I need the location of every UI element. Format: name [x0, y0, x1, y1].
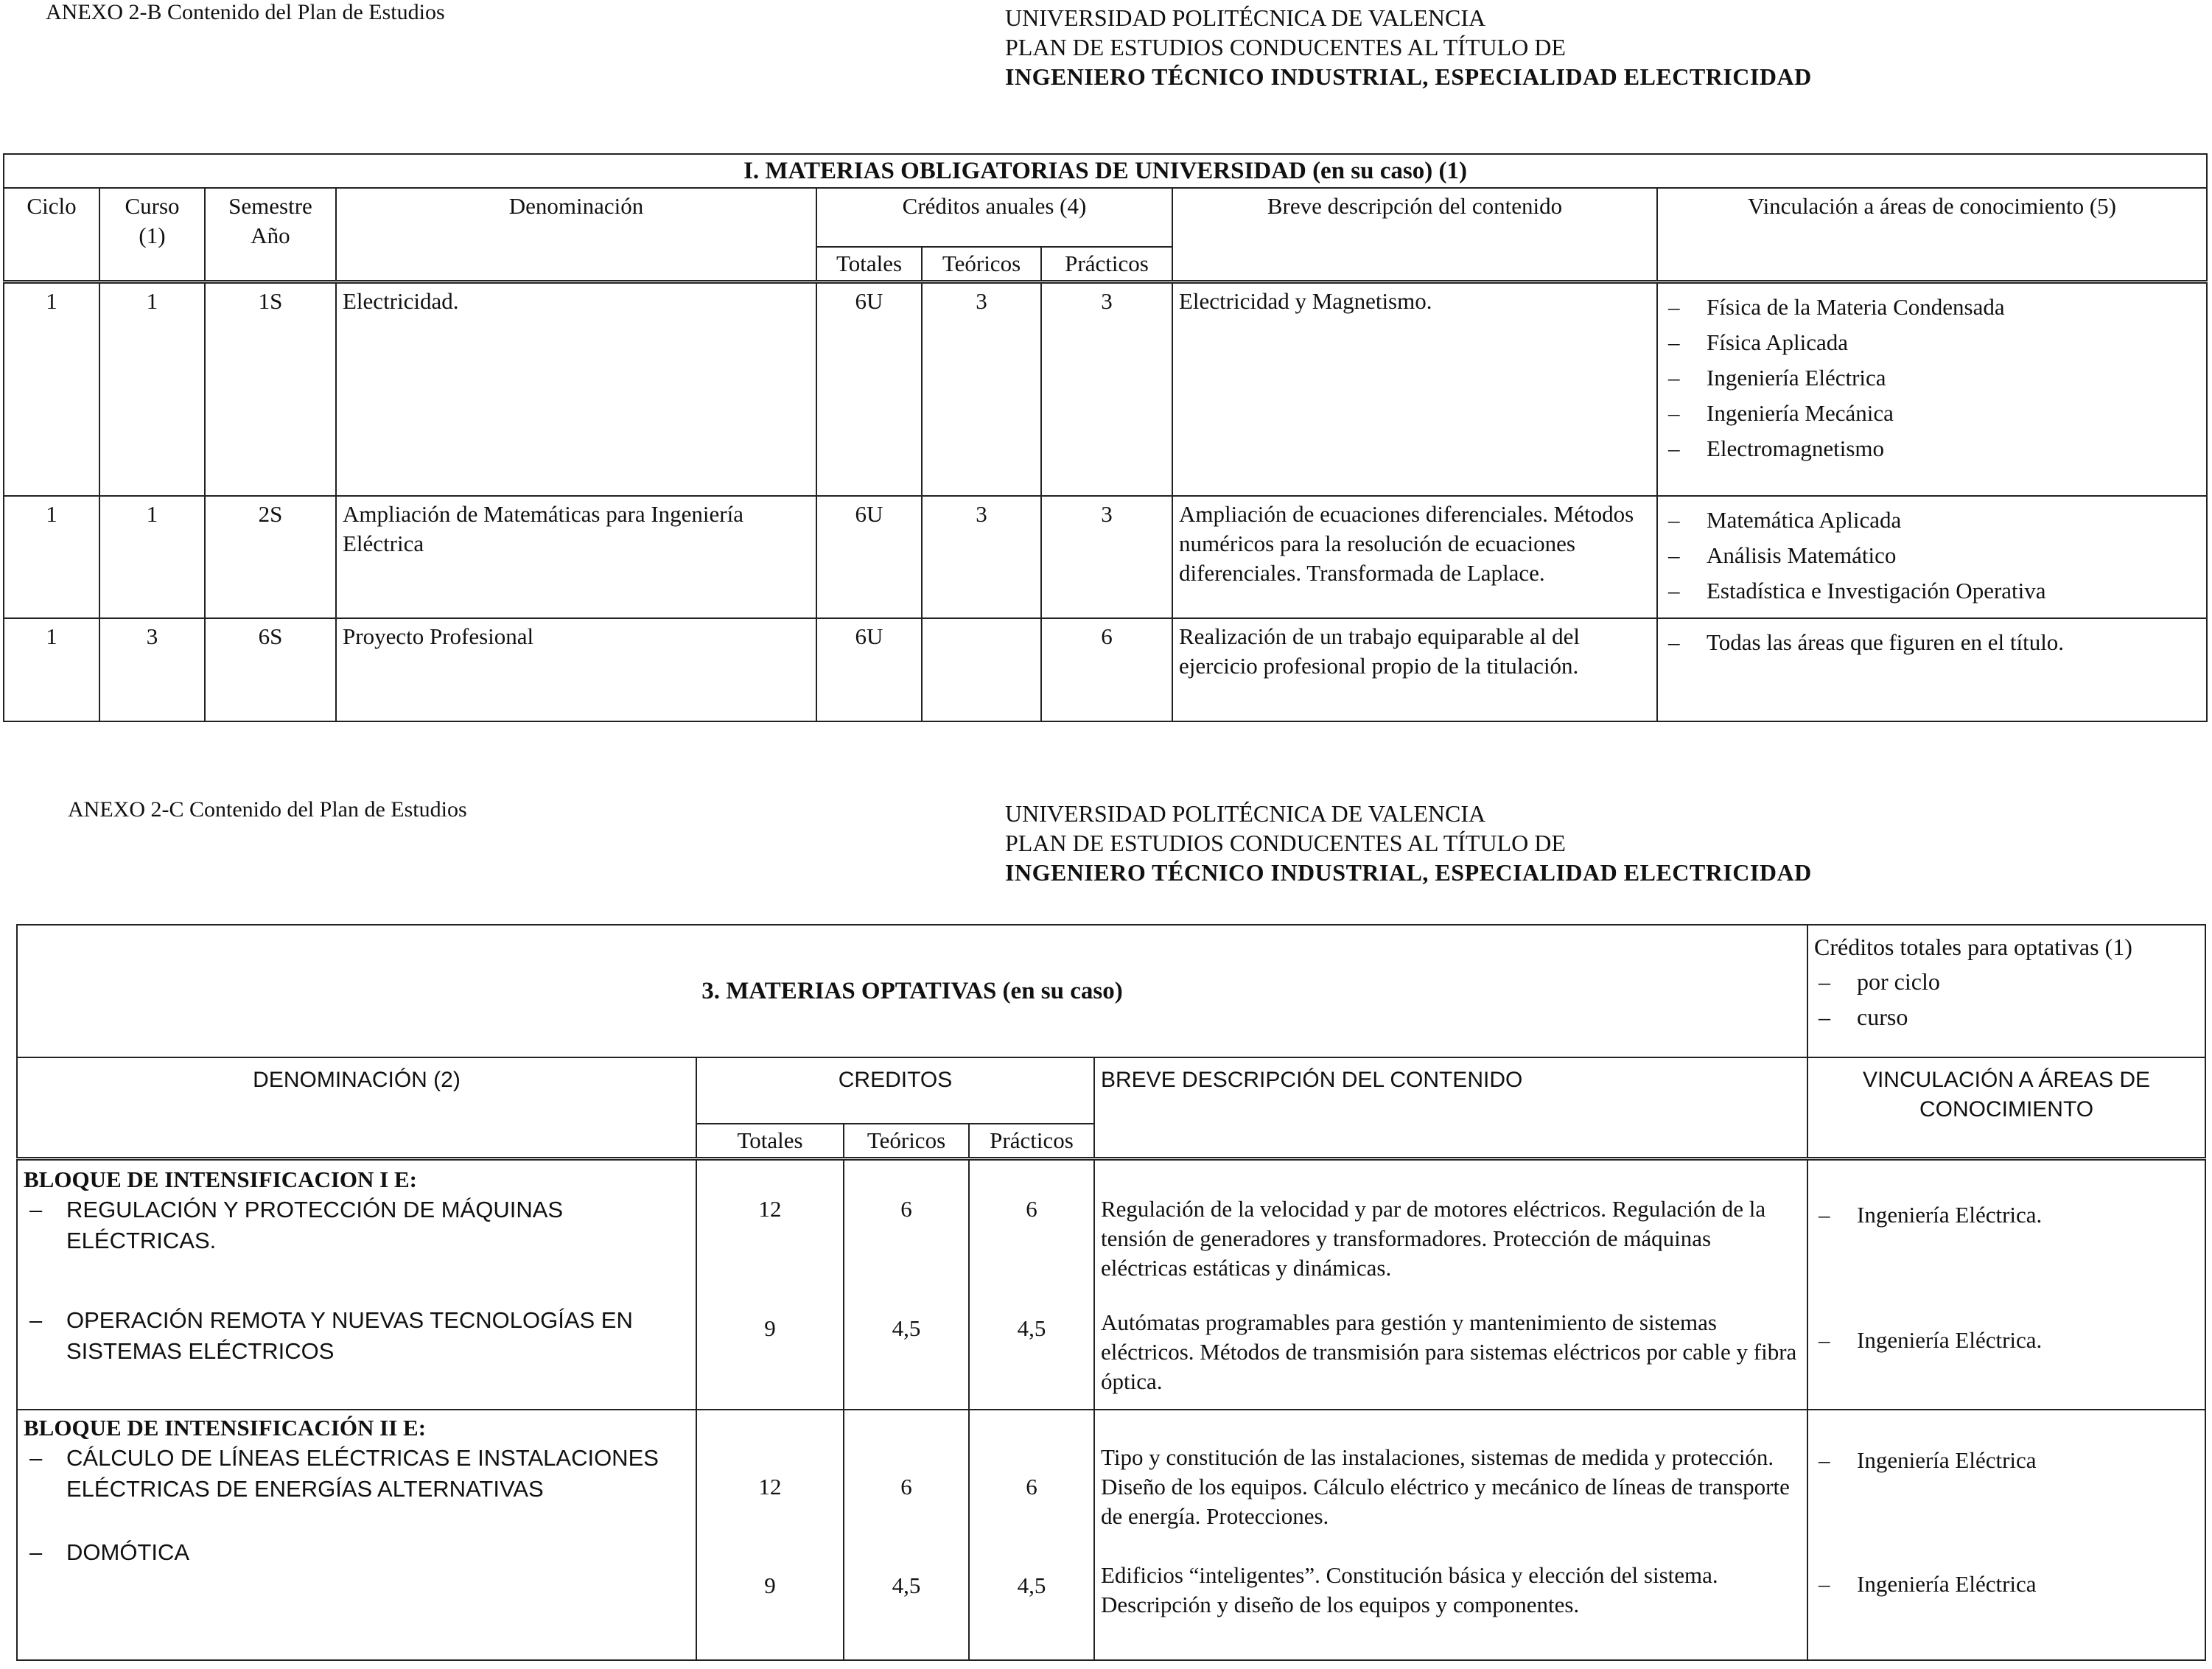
subject-description: Autómatas programables para gestión y mantenimiento de sistemas eléctricos. Métodos de transmisión para sistemas eléctricos por cable y fibra óptica. — [1101, 1309, 1797, 1394]
col-denominacion: Denominación — [336, 188, 816, 282]
table-title: I. MATERIAS OBLIGATORIAS DE UNIVERSIDAD (en su caso) (1) — [4, 154, 2207, 188]
dash-bullet: – — [29, 1197, 43, 1222]
cell-practicos: 3 — [1041, 282, 1172, 496]
credits-per-ciclo: – por ciclo — [1814, 964, 2199, 999]
cell-descripcion: Ampliación de ecuaciones diferenciales. Métodos numéricos para la resolución de ecuaciones diferenciales. Transformada de Laplace. — [1172, 496, 1657, 618]
area-item: – Ingeniería Eléctrica — [1664, 360, 2200, 396]
col-practicos: Prácticos — [1041, 247, 1172, 282]
cell-totales — [696, 1410, 844, 1660]
col-denominacion: DENOMINACIÓN (2) — [17, 1057, 696, 1159]
cell-ciclo: 1 — [4, 618, 99, 721]
cell-ciclo: 1 — [4, 282, 99, 496]
cell-totales — [696, 1159, 844, 1410]
cell-descripcion: Electricidad y Magnetismo. — [1172, 282, 1657, 496]
block-denominacion — [17, 1159, 696, 1410]
subject-description: Regulación de la velocidad y par de motores eléctricos. Regulación de la tensión de generadores y transformadores. Protección de máquinas eléctricas estáticas y dinámicas. — [1101, 1196, 1766, 1281]
col-teoricos: Teóricos — [844, 1124, 969, 1159]
table-row — [4, 618, 2207, 721]
dash-bullet: – — [29, 1444, 43, 1471]
cell-curso: 3 — [99, 618, 205, 721]
cell-areas — [1657, 496, 2207, 618]
dash-bullet: – — [29, 1539, 43, 1565]
area-item: – Ingeniería Eléctrica — [1814, 1567, 2199, 1602]
col-ano-label: Año — [251, 223, 290, 248]
header-plan: PLAN DE ESTUDIOS CONDUCENTES AL TÍTULO DE — [1005, 830, 1566, 856]
subject-name: DOMÓTICA — [66, 1539, 190, 1565]
col-curso-note: (1) — [139, 223, 166, 248]
block-denominacion — [17, 1410, 696, 1660]
value-teoricos: 4,5 — [892, 1572, 921, 1598]
area-item: – Análisis Matemático — [1664, 538, 2200, 573]
table-title: 3. MATERIAS OPTATIVAS (en su caso) — [17, 925, 1807, 1057]
cell-practicos — [969, 1410, 1094, 1660]
credits-per-curso: – curso — [1814, 999, 2199, 1035]
cell-denominacion: Ampliación de Matemáticas para Ingeniería Eléctrica — [336, 496, 816, 618]
credits-total-cell — [1807, 925, 2205, 1057]
col-teoricos: Teóricos — [922, 247, 1041, 282]
annex-b-header — [1005, 3, 1812, 91]
cell-totales: 6U — [816, 496, 922, 618]
col-vinculacion: Vinculación a áreas de conocimiento (5) — [1657, 188, 2207, 282]
subject-description: Tipo y constitución de las instalaciones, sistemas de medida y protección. Diseño de los equipos. Cálculo eléctrico y mecánico de líneas de transporte de energía. Protecciones. — [1101, 1444, 1790, 1529]
area-item: – Ingeniería Eléctrica. — [1814, 1323, 2199, 1358]
cell-teoricos: 3 — [922, 496, 1041, 618]
annex-c-header — [1005, 799, 1812, 887]
col-ciclo: Ciclo — [4, 188, 99, 282]
cell-semestre: 6S — [205, 618, 336, 721]
annex-c-label: ANEXO 2-C Contenido del Plan de Estudios — [68, 797, 467, 822]
cell-areas — [1657, 282, 2207, 496]
cell-totales: 6U — [816, 282, 922, 496]
cell-practicos — [969, 1159, 1094, 1410]
cell-curso: 1 — [99, 282, 205, 496]
subject-name: REGULACIÓN Y PROTECCIÓN DE MÁQUINAS ELÉCTRICAS. — [66, 1197, 564, 1253]
mandatory-subjects-table — [3, 153, 2208, 722]
cell-descripcion — [1094, 1410, 1807, 1660]
area-item: – Física Aplicada — [1664, 325, 2200, 360]
optional-subjects-table — [16, 924, 2206, 1661]
value-teoricos: 6 — [900, 1473, 912, 1500]
header-university: UNIVERSIDAD POLITÉCNICA DE VALENCIA — [1005, 800, 1486, 827]
cell-denominacion: Electricidad. — [336, 282, 816, 496]
block-row — [17, 1410, 2205, 1660]
cell-semestre: 1S — [205, 282, 336, 496]
col-vinculacion: VINCULACIÓN A ÁREAS DE CONOCIMIENTO — [1807, 1057, 2205, 1159]
col-curso-label: Curso — [125, 193, 180, 219]
header-university: UNIVERSIDAD POLITÉCNICA DE VALENCIA — [1005, 4, 1486, 31]
cell-teoricos — [922, 618, 1041, 721]
subject-item — [24, 1537, 690, 1568]
cell-teoricos: 3 — [922, 282, 1041, 496]
dash-bullet: – — [29, 1307, 43, 1333]
value-teoricos: 6 — [900, 1196, 912, 1222]
col-creditos: CREDITOS — [696, 1057, 1094, 1124]
area-item: – Electromagnetismo — [1664, 431, 2200, 466]
subject-item — [24, 1443, 690, 1505]
cell-ciclo: 1 — [4, 496, 99, 618]
cell-teoricos — [844, 1159, 969, 1410]
subject-description: Edificios “inteligentes”. Constitución básica y elección del sistema. Descripción y diseño de los equipos y componentes. — [1101, 1561, 1718, 1617]
col-practicos: Prácticos — [969, 1124, 1094, 1159]
area-item: – Ingeniería Eléctrica — [1814, 1443, 2199, 1478]
col-creditos: Créditos anuales (4) — [816, 188, 1172, 247]
block-title: BLOQUE DE INTENSIFICACION I E: — [24, 1166, 417, 1192]
annex-b-label: ANEXO 2-B Contenido del Plan de Estudios — [46, 0, 445, 24]
cell-semestre: 2S — [205, 496, 336, 618]
value-practicos: 4,5 — [1017, 1572, 1046, 1598]
cell-denominacion: Proyecto Profesional — [336, 618, 816, 721]
cell-areas — [1807, 1159, 2205, 1410]
header-degree: INGENIERO TÉCNICO INDUSTRIAL, ESPECIALIDAD ELECTRICIDAD — [1005, 859, 1812, 886]
area-item: – Estadística e Investigación Operativa — [1664, 573, 2200, 609]
col-totales: Totales — [696, 1124, 844, 1159]
cell-totales: 6U — [816, 618, 922, 721]
cell-descripcion: Realización de un trabajo equiparable al del ejercicio profesional propio de la titulación. — [1172, 618, 1657, 721]
block-title: BLOQUE DE INTENSIFICACIÓN II E: — [24, 1414, 427, 1441]
header-plan: PLAN DE ESTUDIOS CONDUCENTES AL TÍTULO DE — [1005, 34, 1566, 60]
subject-name: CÁLCULO DE LÍNEAS ELÉCTRICAS E INSTALACIONES ELÉCTRICAS DE ENERGÍAS ALTERNATIVAS — [66, 1444, 659, 1502]
cell-descripcion — [1094, 1159, 1807, 1410]
value-totales: 9 — [764, 1315, 776, 1341]
cell-practicos: 6 — [1041, 618, 1172, 721]
cell-areas — [1657, 618, 2207, 721]
area-item: – Ingeniería Eléctrica. — [1814, 1197, 2199, 1233]
block-row — [17, 1159, 2205, 1410]
value-practicos: 4,5 — [1017, 1315, 1046, 1341]
col-totales: Totales — [816, 247, 922, 282]
cell-areas — [1807, 1410, 2205, 1660]
credits-total-title: Créditos totales para optativas (1) — [1814, 934, 2132, 960]
area-item: – Ingeniería Mecánica — [1664, 396, 2200, 431]
col-descripcion: BREVE DESCRIPCIÓN DEL CONTENIDO — [1094, 1057, 1807, 1159]
col-semestre — [205, 188, 336, 282]
value-practicos: 6 — [1026, 1196, 1037, 1222]
area-item: – Matemática Aplicada — [1664, 503, 2200, 538]
cell-teoricos — [844, 1410, 969, 1660]
subject-item — [24, 1194, 690, 1256]
table-row — [4, 282, 2207, 496]
value-practicos: 6 — [1026, 1473, 1037, 1500]
col-semestre-label: Semestre — [228, 193, 312, 219]
cell-curso: 1 — [99, 496, 205, 618]
cell-practicos: 3 — [1041, 496, 1172, 618]
col-descripcion: Breve descripción del contenido — [1172, 188, 1657, 282]
value-totales: 12 — [758, 1196, 782, 1222]
col-curso — [99, 188, 205, 282]
area-item: – Física de la Materia Condensada — [1664, 290, 2200, 325]
value-teoricos: 4,5 — [892, 1315, 921, 1341]
subject-item — [24, 1305, 690, 1367]
table-row — [4, 496, 2207, 618]
value-totales: 9 — [764, 1572, 776, 1598]
value-totales: 12 — [758, 1473, 782, 1500]
area-item: – Todas las áreas que figuren en el título. — [1664, 625, 2200, 660]
header-degree: INGENIERO TÉCNICO INDUSTRIAL, ESPECIALIDAD ELECTRICIDAD — [1005, 63, 1812, 90]
subject-name: OPERACIÓN REMOTA Y NUEVAS TECNOLOGÍAS EN SISTEMAS ELÉCTRICOS — [66, 1307, 633, 1364]
